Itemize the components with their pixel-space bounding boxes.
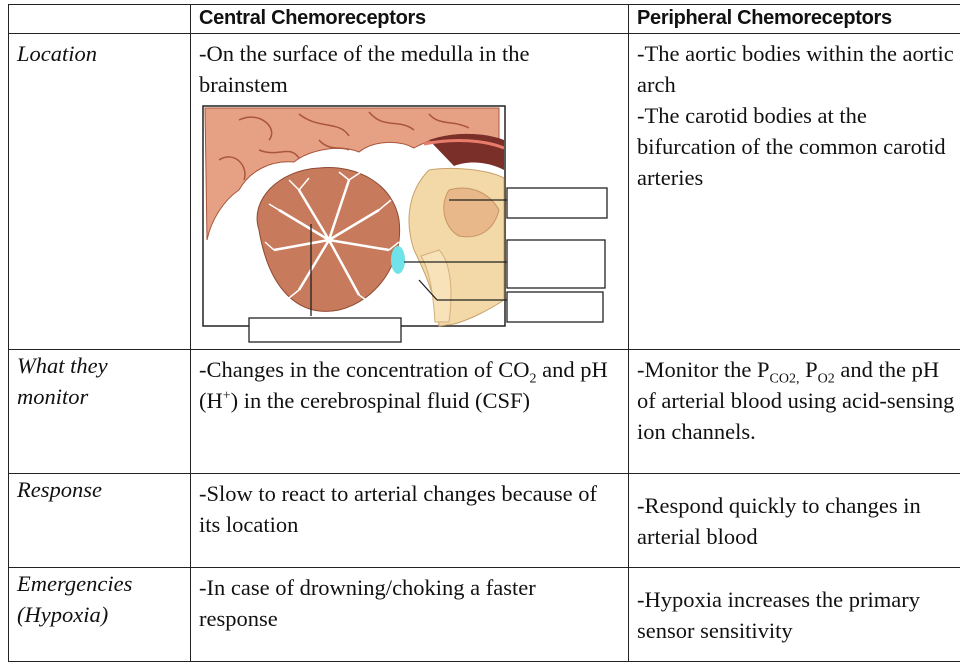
table-row-location xyxy=(9,34,960,350)
chemoreceptor-table xyxy=(8,4,960,662)
cell-location-peripheral xyxy=(629,34,960,350)
cell-emergencies-central: -In case of drowning/choking a faster response xyxy=(191,568,629,662)
row-label-location: Location xyxy=(9,34,191,350)
header-central: Central Chemoreceptors xyxy=(191,5,629,34)
row-label-monitor: What they monitor xyxy=(9,350,191,474)
brain-illustration xyxy=(199,100,619,348)
brain-diagram xyxy=(199,100,619,348)
cell-emergencies-peripheral: -Hypoxia increases the primary sensor sensitivity xyxy=(629,568,960,662)
header-empty xyxy=(9,5,191,34)
location-peripheral-carotid: -The carotid bodies at the bifurcation of the common carotid arteries xyxy=(637,103,946,190)
label-box-bottom xyxy=(249,318,401,342)
table-row-response xyxy=(9,474,960,568)
row-label-emergencies: Emergencies (Hypoxia) xyxy=(9,568,191,662)
table-row-monitor xyxy=(9,350,960,474)
table-row-emergencies xyxy=(9,568,960,662)
cell-response-peripheral: -Respond quickly to changes in arterial blood xyxy=(629,474,960,568)
cell-monitor-peripheral: -Monitor the $P_{CO2,}$ $P_{O2}$ and the pH of arterial blood using acid-sensing ion channels. xyxy=(629,350,960,474)
location-peripheral-aortic: -The aortic bodies within the aortic arch xyxy=(637,41,954,97)
label-box-spinal xyxy=(507,292,603,322)
header-row xyxy=(9,5,960,34)
label-box-pons xyxy=(507,188,607,218)
row-label-response: Response xyxy=(9,474,191,568)
header-peripheral: Peripheral Chemoreceptors xyxy=(629,5,960,34)
chemoreceptor-highlight xyxy=(391,246,405,274)
location-central-text: -On the surface of the medulla in the brainstem xyxy=(199,41,530,97)
cell-location-central xyxy=(191,34,629,350)
cell-monitor-central: -Changes in the concentration of $CO_2$ and pH (H+) in the cerebrospinal fluid (CSF) xyxy=(191,350,629,474)
cell-response-central: -Slow to react to arterial changes because of its location xyxy=(191,474,629,568)
label-box-medulla xyxy=(507,240,605,288)
